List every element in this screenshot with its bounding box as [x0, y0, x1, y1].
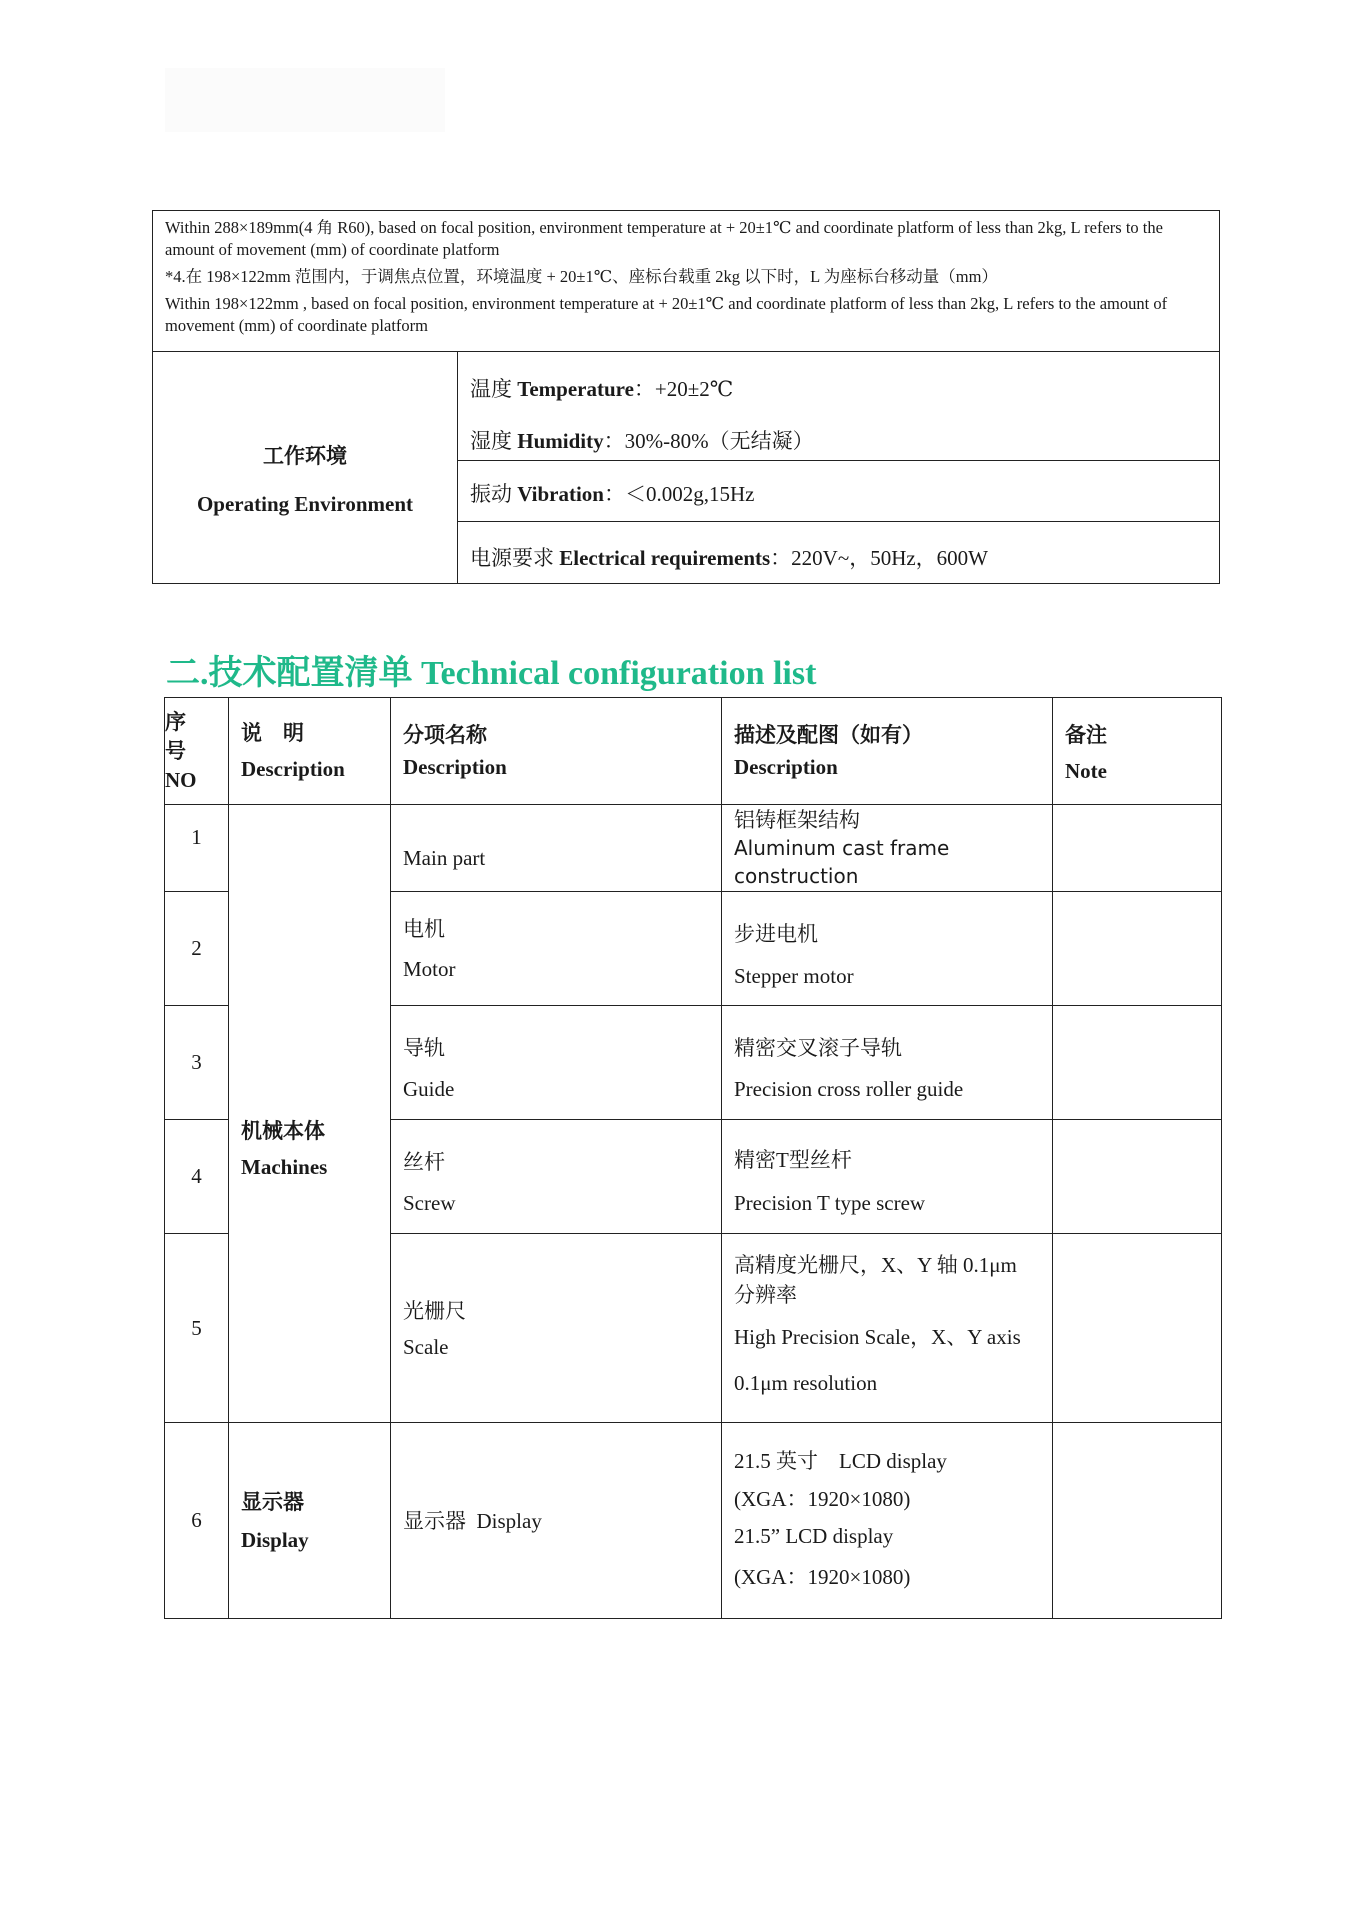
humidity-line: 湿度 Humidity：30%-80%（无结凝）	[470, 429, 814, 453]
row-detail: 精密T型丝杆 Precision T type screw	[722, 1120, 1053, 1234]
group-display: 显示器 Display	[229, 1423, 391, 1619]
row-no: 5	[165, 1234, 229, 1423]
table-row	[165, 1423, 1222, 1619]
note-line: *4.在 198×122mm 范围内，于调焦点位置，环境温度 + 20±1℃、座标台载重 2kg 以下时，L 为座标台移动量（mm）	[165, 267, 998, 286]
row-item: 电机 Motor	[391, 892, 722, 1006]
header-logo-area	[165, 68, 445, 132]
row-item: 导轨 Guide	[391, 1006, 722, 1120]
electrical-line: 电源要求 Electrical requirements：220V~，50Hz，600W	[470, 546, 989, 570]
env-electrical-cell	[458, 522, 1219, 583]
header-detail: 描述及配图（如有） Description	[722, 698, 1053, 805]
row-detail: 步进电机 Stepper motor	[722, 892, 1053, 1006]
technical-configuration-table	[164, 697, 1222, 1619]
row-no: 3	[165, 1006, 229, 1120]
accuracy-notes	[153, 211, 1219, 352]
temperature-line: 温度 Temperature：+20±2℃	[470, 377, 734, 401]
row-note	[1053, 1234, 1222, 1423]
row-item: 丝杆 Screw	[391, 1120, 722, 1234]
row-no: 4	[165, 1120, 229, 1234]
env-label-zh: 工作环境	[263, 444, 347, 468]
header-description: 说 明 Description	[229, 698, 391, 805]
row-detail: 精密交叉滚子导轨 Precision cross roller guide	[722, 1006, 1053, 1120]
row-detail: 铝铸框架结构 Aluminum cast frame construction	[722, 805, 1053, 892]
row-item: 显示器 Display	[391, 1423, 722, 1619]
section-title: 二.技术配置清单 Technical configuration list	[166, 655, 817, 692]
header-item-name: 分项名称 Description	[391, 698, 722, 805]
row-no: 1	[165, 805, 229, 892]
row-item: 光栅尺 Scale	[391, 1234, 722, 1423]
note-line: Within 288×189mm(4 角 R60), based on focal position, environment temperature at + 20±1℃ and coordinate platform of less than 2kg, L refers to the amount of movement (mm) of coordinate platform	[165, 218, 1163, 259]
row-note	[1053, 1423, 1222, 1619]
row-note	[1053, 892, 1222, 1006]
vibration-line: 振动 Vibration：＜0.002g,15Hz	[470, 482, 755, 506]
row-note	[1053, 1120, 1222, 1234]
table-row	[165, 805, 1222, 892]
row-item: Main part	[391, 805, 722, 892]
header-no: 序 号 NO	[165, 698, 229, 805]
table-header-row	[165, 698, 1222, 805]
env-label-en: Operating Environment	[196, 492, 414, 516]
env-vibration-cell	[458, 461, 1219, 522]
group-machines: 机械本体 Machines	[229, 805, 391, 1423]
row-no: 6	[165, 1423, 229, 1619]
row-note	[1053, 1006, 1222, 1120]
env-temp-humidity-cell	[458, 352, 1219, 461]
row-detail: 21.5 英寸 LCD display (XGA：1920×1080) 21.5” LCD display (XGA：1920×1080)	[722, 1423, 1053, 1619]
header-note: 备注 Note	[1053, 698, 1222, 805]
row-note	[1053, 805, 1222, 892]
specification-table	[152, 210, 1220, 584]
note-line: Within 198×122mm , based on focal position, environment temperature at + 20±1℃ and coordinate platform of less than 2kg, L refers to the amount of movement (mm) of coordinate platform	[165, 294, 1168, 335]
row-detail: 高精度光栅尺，X、Y 轴 0.1μm 分辨率 High Precision Scale，X、Y axis 0.1μm resolution	[722, 1234, 1053, 1423]
row-no: 2	[165, 892, 229, 1006]
operating-environment-label	[153, 352, 458, 583]
